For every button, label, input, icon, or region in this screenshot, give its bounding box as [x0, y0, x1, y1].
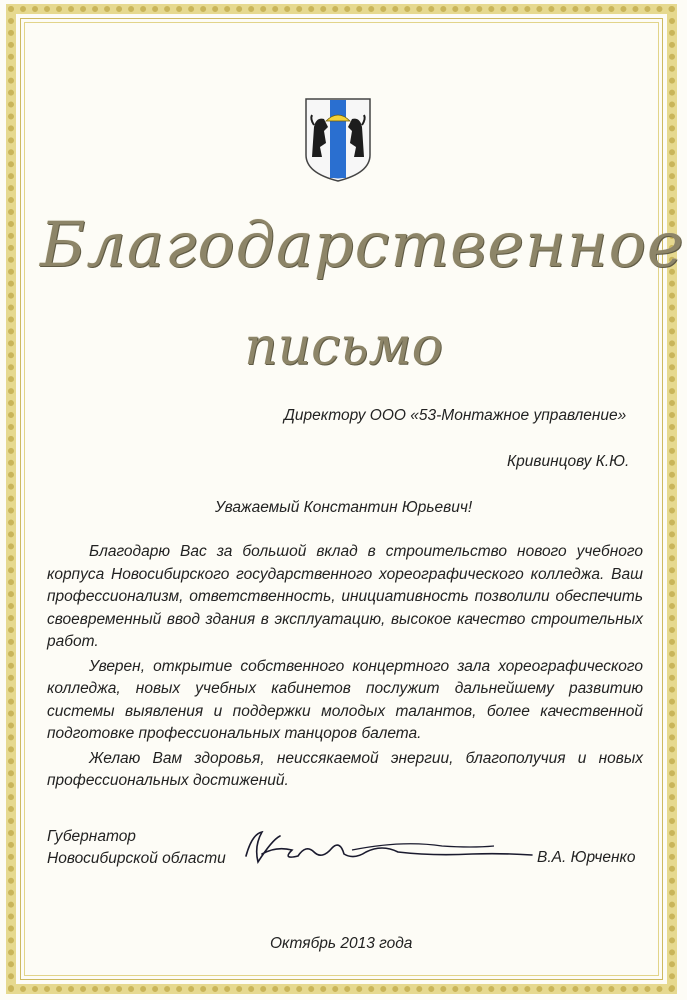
greeting: Уважаемый Константин Юрьевич! — [215, 499, 473, 516]
body-paragraph: Благодарю Вас за большой вклад в строительство нового учебного корпуса Новосибирского государственного хореографического колледжа. Ваш профессионализм, ответственность, инициативность позволили обеспечить своевременный ввод здания в эксплуатацию, высокое качество строительных работ. — [47, 543, 643, 650]
coat-of-arms-icon — [304, 97, 372, 183]
body-paragraph: Уверен, открытие собственного концертного зала хореографического колледжа, новых учебных кабинетов послужит дальнейшему развитию системы выявления и поддержки молодых талантов, более качественной подготовке профессиональных танцоров балета. — [47, 657, 643, 742]
addressee-name: Кривинцову К.Ю. — [507, 453, 630, 470]
addressee-organization: Директору ООО «53-Монтажное управление» — [284, 407, 627, 424]
letter-date: Октябрь 2013 года — [270, 935, 413, 952]
body-paragraph: Желаю Вам здоровья, неиссякаемой энергии, благополучия и новых профессиональных достижений. — [47, 749, 643, 789]
title-sub: письмо — [244, 317, 443, 377]
handwritten-signature — [232, 826, 542, 876]
letter-body — [47, 541, 643, 795]
signatory-title-line1: Губернатор — [47, 828, 136, 845]
signatory-title-line2: Новосибирской области — [47, 850, 226, 867]
signatory-name: В.А. Юрченко — [537, 849, 636, 866]
signatory-title — [47, 826, 226, 870]
title-main: Благодарственное — [40, 208, 685, 281]
